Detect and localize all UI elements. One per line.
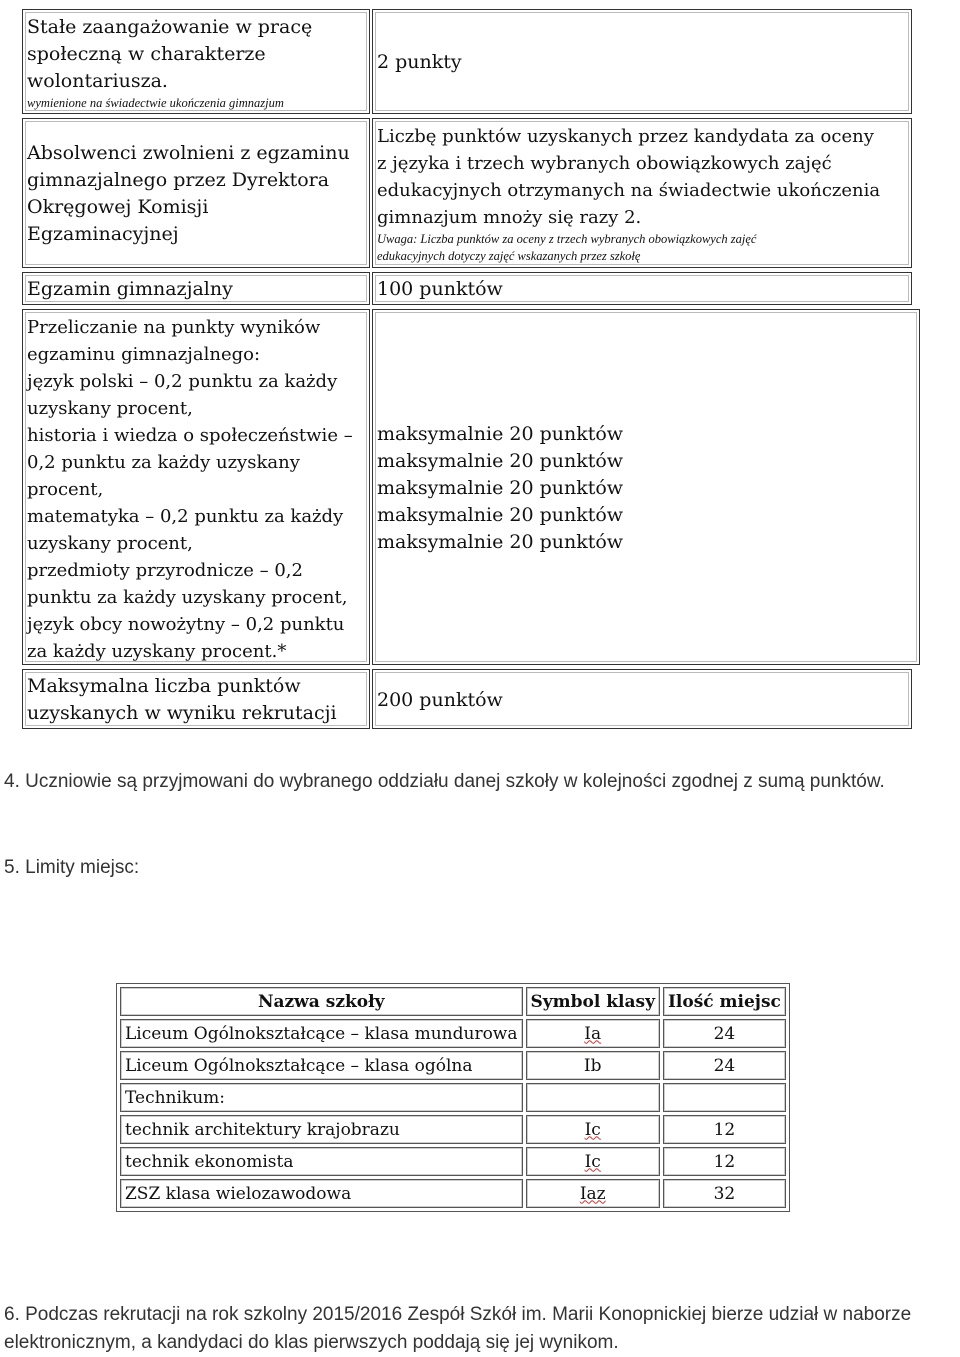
criterion-cell-volunteering: [22, 9, 370, 114]
class-symbol-cell: [526, 1179, 660, 1208]
criterion-line: przedmioty przyrodnicze – 0,2: [27, 560, 303, 581]
criterion-line: uzyskany procent,: [27, 398, 193, 419]
school-name-cell: Liceum Ogólnokształcące – klasa mundurowa: [120, 1019, 523, 1048]
paragraph-4: 4. Uczniowie są przyjmowani do wybranego oddziału danej szkoły w kolejności zgodnej z sumą punktów.: [4, 771, 885, 792]
points-cell-maximum: [372, 669, 912, 729]
school-name-cell: technik architektury krajobrazu: [120, 1115, 523, 1144]
class-symbol-cell: Ib: [526, 1051, 660, 1080]
class-symbol: Ic: [584, 1151, 601, 1172]
points-line: maksymalnie 20 punktów: [377, 422, 624, 445]
criterion-line: Okręgowej Komisji: [27, 196, 209, 218]
paragraph-6-line: elektronicznym, a kandydaci do klas pierwszych poddają się jej wynikom.: [4, 1332, 619, 1353]
criterion-line: język obcy nowożytny – 0,2 punktu: [27, 614, 345, 635]
header-school-name: Nazwa szkoły: [120, 987, 523, 1016]
places-cell: 32: [663, 1179, 786, 1208]
criterion-line: język polski – 0,2 punktu za każdy: [27, 371, 338, 392]
class-symbol: Iaz: [579, 1183, 606, 1204]
points-cell-exempt: [372, 118, 912, 268]
criterion-line: punktu za każdy uzyskany procent,: [27, 587, 348, 608]
points-note-line: edukacyjnych dotyczy zajęć wskazanych przez szkołę: [377, 249, 641, 263]
criterion-line: społeczną w charakterze: [27, 43, 266, 65]
criterion-line: Absolwenci zwolnieni z egzaminu: [27, 142, 350, 164]
criterion-cell-conversion: [22, 309, 370, 665]
school-name-cell: Technikum:: [120, 1083, 523, 1112]
table-row: [120, 1051, 786, 1080]
points-line: Liczbę punktów uzyskanych przez kandydata za oceny: [377, 126, 874, 147]
points-line: gimnazjum mnoży się razy 2.: [377, 207, 642, 228]
points-line: z języka i trzech wybranych obowiązkowych zajęć: [377, 153, 832, 174]
class-symbol: Ia: [584, 1023, 602, 1044]
points-line: maksymalnie 20 punktów: [377, 476, 624, 499]
table-row: [120, 1019, 786, 1048]
criterion-line: procent,: [27, 479, 104, 500]
criterion-line: uzyskanych w wyniku rekrutacji: [27, 702, 337, 724]
paragraph-5: 5. Limity miejsc:: [4, 857, 140, 878]
limits-table: [116, 983, 790, 1212]
criterion-line: 0,2 punktu za każdy uzyskany: [27, 452, 300, 473]
class-symbol: Ic: [584, 1119, 601, 1140]
points-line: edukacyjnych otrzymanych na świadectwie ukończenia: [377, 180, 881, 201]
points-line: maksymalnie 20 punktów: [377, 503, 624, 526]
criterion-line: Przeliczanie na punkty wyników: [27, 317, 321, 338]
criterion-line: za każdy uzyskany procent.*: [27, 641, 287, 662]
paragraph-6: [4, 1301, 911, 1357]
class-symbol-cell: [526, 1115, 660, 1144]
places-cell: 24: [663, 1019, 786, 1048]
paragraph-6-line: 6. Podczas rekrutacji na rok szkolny 2015/2016 Zespół Szkół im. Marii Konopnickiej bierze udział w naborze: [4, 1304, 912, 1325]
table-row: [120, 1179, 786, 1208]
header-places: Ilość miejsc: [663, 987, 786, 1016]
class-symbol-cell: [526, 1019, 660, 1048]
criterion-cell-exam: [22, 272, 370, 305]
criterion-line: historia i wiedza o społeczeństwie –: [27, 425, 353, 446]
table-row: [120, 1083, 786, 1112]
criterion-line: egzaminu gimnazjalnego:: [27, 344, 261, 365]
criterion-line: matematyka – 0,2 punktu za każdy: [27, 506, 344, 527]
points-line: 100 punktów: [377, 278, 503, 300]
criterion-line: Stałe zaangażowanie w pracę: [27, 16, 313, 38]
places-cell: 24: [663, 1051, 786, 1080]
points-cell-exam: [372, 272, 912, 305]
table-row: [120, 1147, 786, 1176]
class-symbol-cell: [526, 1147, 660, 1176]
criterion-cell-maximum: [22, 669, 370, 729]
points-line: maksymalnie 20 punktów: [377, 449, 624, 472]
school-name-cell: Liceum Ogólnokształcące – klasa ogólna: [120, 1051, 523, 1080]
class-symbol-cell: [526, 1083, 660, 1112]
criterion-line: uzyskany procent,: [27, 533, 193, 554]
places-cell: 12: [663, 1147, 786, 1176]
criterion-line: Egzaminacyjnej: [27, 223, 179, 245]
criterion-line: Egzamin gimnazjalny: [27, 278, 233, 300]
points-cell-conversion: [372, 309, 920, 665]
points-note-line: Uwaga: Liczba punktów za oceny z trzech wybranych obowiązkowych zajęć: [377, 232, 757, 246]
header-class-symbol: Symbol klasy: [526, 987, 660, 1016]
places-cell: [663, 1083, 786, 1112]
school-name-cell: ZSZ klasa wielozawodowa: [120, 1179, 523, 1208]
points-line: 2 punkty: [377, 51, 462, 73]
table-row: [120, 1115, 786, 1144]
criterion-line: gimnazjalnego przez Dyrektora: [27, 169, 330, 191]
points-line: maksymalnie 20 punktów: [377, 530, 624, 553]
places-cell: 12: [663, 1115, 786, 1144]
criterion-note: wymienione na świadectwie ukończenia gimnazjum: [27, 96, 284, 110]
school-name-cell: technik ekonomista: [120, 1147, 523, 1176]
limits-header-row: [120, 987, 786, 1016]
points-line: 200 punktów: [377, 688, 503, 711]
criterion-cell-exempt: [22, 118, 370, 268]
points-cell-volunteering: [372, 9, 912, 114]
criterion-line: Maksymalna liczba punktów: [27, 675, 301, 697]
criterion-line: wolontariusza.: [27, 70, 168, 92]
